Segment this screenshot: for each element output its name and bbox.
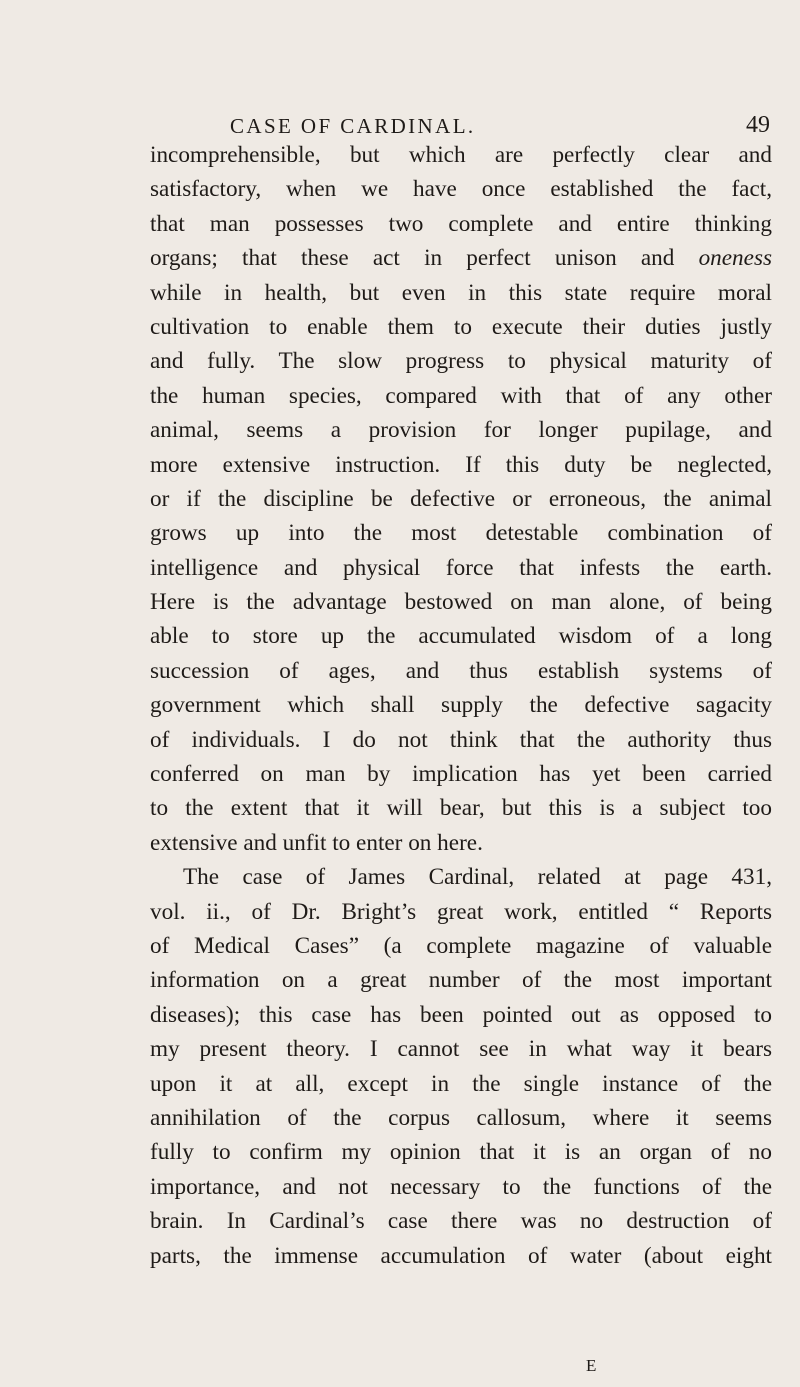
text-line [150, 241, 772, 275]
text-line: Here is the advantage bestowed on man alone, of being [150, 589, 772, 616]
page-number: 49 [746, 112, 770, 138]
text-line: satisfactory, when we have once established the fact, [150, 176, 772, 203]
text-line: or if the discipline be defective or erroneous, the animal [150, 485, 772, 512]
text-line: able to store up the accumulated wisdom of a long [150, 623, 772, 650]
text-line: upon it at all, except in the single instance of the [150, 1070, 772, 1097]
running-title: CASE OF CARDINAL. [230, 114, 476, 138]
text-line: cultivation to enable them to execute their duties justly [150, 313, 772, 340]
text-line: animal, seems a provision for longer pupilage, and [150, 417, 772, 444]
text-line: conferred on man by implication has yet been carried [150, 761, 772, 788]
text-line: that man possesses two complete and entire thinking [150, 210, 772, 237]
text-line: incomprehensible, but which are perfectly clear and [150, 142, 772, 168]
text-line: parts, the immense accumulation of water (about eight [150, 1242, 772, 1269]
text-line: succession of ages, and thus establish systems of [150, 657, 772, 684]
text-line: more extensive instruction. If this duty be neglected, [150, 451, 772, 478]
text-line: while in health, but even in this state require moral [150, 279, 772, 306]
text-line: government which shall supply the defective sagacity [150, 692, 772, 719]
text-line: extensive and unfit to enter on here. [150, 829, 483, 856]
text-line: grows up into the most detestable combination of [150, 520, 772, 547]
text-line: of individuals. I do not think that the authority thus [150, 726, 772, 753]
text-line: the human species, compared with that of any other [150, 382, 772, 409]
text-line: information on a great number of the most important [150, 967, 772, 994]
text-line: brain. In Cardinal’s case there was no destruction of [150, 1208, 772, 1235]
text-line: diseases); this case has been pointed out as opposed to [150, 1001, 772, 1028]
signature-mark: E [586, 1356, 597, 1375]
text-line: intelligence and physical force that infests the earth. [150, 554, 772, 581]
text-line: importance, and not necessary to the functions of the [150, 1173, 772, 1200]
text-line: vol. ii., of Dr. Bright’s great work, entitled “ Reports [150, 898, 772, 925]
body-text [150, 138, 772, 1273]
text-segment: organs; that these act in perfect unison and [150, 245, 699, 272]
text-line: to the extent that it will bear, but this is a subject too [150, 795, 772, 822]
text-line: my present theory. I cannot see in what way it bears [150, 1036, 772, 1063]
text-line: fully to confirm my opinion that it is an organ of no [150, 1139, 772, 1166]
text-line: The case of James Cardinal, related at page 431, [183, 864, 772, 891]
text-line: annihilation of the corpus callosum, where it seems [150, 1104, 772, 1131]
italic-emphasis: oneness [698, 245, 772, 272]
text-line: and fully. The slow progress to physical maturity of [150, 348, 772, 375]
text-line: of Medical Cases” (a complete magazine of valuable [150, 932, 772, 959]
